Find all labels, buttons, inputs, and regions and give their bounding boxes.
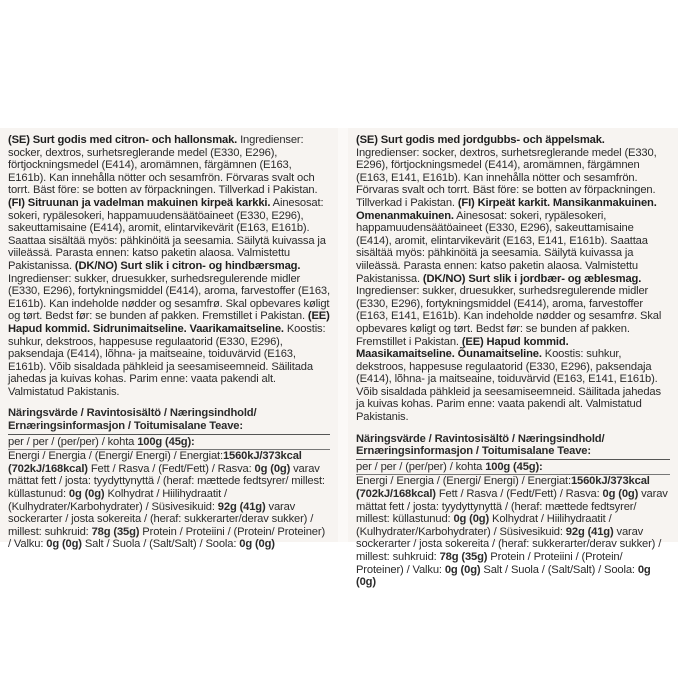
left-nutrient-value-0: 1560kJ/373kcal (702kJ/168kcal) — [8, 450, 302, 475]
right-nutrient-value-4: 78g (35g) — [439, 551, 488, 563]
left-nutrient-value-4: 78g (35g) — [91, 525, 140, 538]
left-label-panel — [0, 128, 338, 551]
left-per-label: per / per / (per/per) / kohta — [8, 435, 138, 448]
left-per-value: 100g (45g): — [137, 435, 195, 448]
left-nutrient-label-0: Energi / Energia / (Energi/ Energi) / Energiat: — [8, 450, 223, 463]
right-nutrient-label-0: Energi / Energia / (Energi/ Energi) / Energiat: — [356, 475, 571, 488]
right-ingredient-heading-3: (EE) Hapud kommid. Maasikamaitseline. Õunamaitseline. — [356, 335, 569, 361]
left-ingredient-text-0: Ingredienser: socker, dextros, surhetsreglerande medel (E330, E296), förtjockningsmedel (E414), aromämnen, färgämnen (E163, E161b). Kan innehålla nötter och sesamfrön. Förvaras svalt och torrt. Bäst före: se botten av förpackningen. Tillverkad i Pakistan. — [8, 134, 318, 197]
left-nutrient-value-5: 0g (0g) — [46, 538, 82, 551]
right-nutrient-value-6: 0g (0g) — [356, 563, 651, 589]
left-ingredient-text-2: Ingredienser: sukker, druesukker, surhedsregulerende midler (E330, E296), fortykningsmiddel (E414), aroma, farvestoffer (E163, E161b). Kan indeholde nødder og sesamfrø. Skal opbevares køligt og tørt. Bedst før: se bunden af pakken. Fremstillet i Pakistan. — [8, 272, 330, 323]
left-nutrient-value-6: 0g (0g) — [239, 538, 275, 551]
right-nutrient-label-2: varav mättat fett / josta: tyydyttynyttä / (heraf: mættede fedtsyrer/ millest: küllastunud: — [356, 488, 668, 526]
right-nutrition-per-row — [356, 460, 670, 476]
right-nutrient-value-0: 1560kJ/373kcal (702kJ/168kcal) — [356, 475, 650, 501]
right-ingredient-heading-0: (SE) Surt godis med jordgubbs- och äppelsmak. — [356, 134, 605, 146]
right-ingredient-text-2: Ingredienser: sukker, druesukker, surhedsregulerende midler (E330, E296), fortykningsmiddel (E414), aroma, farvestoffer (E163, E141, E161b). Kan indeholde nødder og sesamfrø. Skal opbevares køligt og tørt. Bedst før: se bunden af pakken. Fremstillet i Pakistan. — [356, 285, 662, 348]
left-nutrient-value-1: 0g (0g) — [254, 462, 291, 475]
right-ingredient-heading-2: (DK/NO) Surt slik i jordbær- og æblesmag. — [422, 272, 642, 285]
right-ingredient-heading-1: (FI) Kirpeät karkit. Mansikanmakuinen. Omenanmakuinen. — [356, 196, 657, 222]
right-nutrient-value-3: 92g (41g) — [565, 525, 614, 538]
left-nutrient-value-2: 0g (0g) — [68, 488, 105, 501]
right-nutrient-label-1: Fett / Rasva / (Fedt/Fett) / Rasva: — [435, 488, 603, 501]
right-per-label: per / per / (per/per) / kohta — [356, 460, 486, 473]
left-nutrition-values — [8, 450, 330, 551]
right-nutrient-value-2: 0g (0g) — [453, 513, 490, 526]
left-nutrient-label-2: varav mättat fett / josta: tyydyttynyttä / (heraf: mættede fedtsyrer/ millest: küllastunud: — [8, 462, 325, 501]
right-nutrition-table — [356, 433, 670, 589]
right-ingredient-text-0: Ingredienser: socker, dextros, surhetsreglerande medel (E330, E296), förtjockningsmedel (E414), aromämnen, färgämnen (E163, E141, E161b). Kan innehålla nötter och sesamfrön. Förvaras svalt och torrt. Bäst före: se botten av förpackningen. Tillverkad i Pakistan. — [356, 146, 657, 209]
right-nutrient-label-5: Protein / Proteiini / (Protein/ Proteiner) / Valku: — [356, 551, 623, 576]
right-nutrient-label-3: Kolhydrat / Hiilihydraatit / (Kulhydrater/Karbohydrater) / Süsivesikuid: — [356, 513, 612, 538]
left-nutrition-per-row — [8, 435, 330, 451]
right-label-panel — [348, 128, 678, 589]
left-ingredient-heading-2: (DK/NO) Surt slik i citron- og hindbærsmag. — [74, 259, 301, 272]
right-ingredients-text — [356, 134, 670, 424]
left-nutrition-header: Näringsvärde / Ravintosisältö / Næringsindhold/ Ernæringsinformasjon / Toitumisalane Teave: — [8, 407, 330, 434]
right-nutrient-value-1: 0g (0g) — [602, 488, 639, 501]
right-ingredient-text-3: Koostis: suhkur, dekstroos, happesuse regulaatorid (E330, E296), paksendaja (E414), lõhna- ja maitseaine, toiduvärvid (E163, E141, E161b). Võib sisaldada pähkleid ja seesamiseemneid. Säilitada jahedas ja kuivas kohas. Parim enne: vaata pakendi alt. Valmistatud Pakistanis. — [356, 348, 661, 424]
left-nutrient-label-5: Protein / Proteiini / (Protein/ Proteiner) / Valku: — [8, 525, 326, 551]
left-ingredient-text-1: Ainesosat: sokeri, rypälesokeri, happamuudensäätöaineet (E330, E296), sakeuttamisaine (E414), aromit, elintarvikevärit (E163, E161b). Saattaa sisältää myös: pähkinöitä ja seesamia. Säilytä kuivassa ja viileässä. Parasta ennen: katso paketin alaosa. Valmistettu Pakistanissa. — [8, 196, 326, 272]
left-nutrient-label-1: Fett / Rasva / (Fedt/Fett) / Rasva: — [87, 462, 255, 475]
right-nutrient-label-4: varav sockerarter / josta sokereita / (heraf: sukkerarter/derav sukker) / millest: suhkruid: — [356, 525, 662, 563]
panel-divider — [338, 128, 348, 542]
right-per-value: 100g (45g): — [485, 460, 543, 473]
left-ingredient-heading-3: (EE) Hapud kommid. Sidrunimaitseline. Vaarikamaitseline. — [8, 310, 330, 335]
left-ingredient-heading-1: (FI) Sitruunan ja vadelman makuinen kirpeä karkki. — [8, 196, 271, 209]
right-nutrition-values — [356, 475, 670, 588]
left-nutrient-label-4: varav sockerarter / josta sokereita / (heraf: sukkerarter/derav sukker) / millest: suhkruid: — [8, 500, 314, 538]
left-nutrition-table — [8, 407, 330, 551]
left-nutrient-value-3: 92g (41g) — [217, 500, 266, 513]
left-ingredient-heading-0: (SE) Surt godis med citron- och hallonsmak. — [8, 134, 238, 146]
right-nutrition-header: Näringsvärde / Ravintosisältö / Næringsindhold/ Ernæringsinformasjon / Toitumisalane Teave: — [356, 433, 670, 460]
left-nutrient-label-3: Kolhydrat / Hiilihydraatit / (Kulhydrater/Karbohydrater) / Süsivesikuid: — [8, 488, 227, 513]
right-nutrient-value-5: 0g (0g) — [444, 563, 481, 576]
right-nutrient-label-6: Salt / Suola / (Salt/Salt) / Soola: — [480, 563, 638, 576]
left-ingredient-text-3: Koostis: suhkur, dekstroos, happesuse regulaatorid (E330, E296), paksendaja (E414), lõhna- ja maitseaine, toiduvärvid (E163, E161b). Võib sisaldada pähkleid ja seesamiseemneid. Säilitada jahedas ja kuivas kohas. Parim enne: vaata pakendi alt. Valmistatud Pakistanis. — [8, 322, 326, 398]
left-nutrient-label-6: Salt / Suola / (Salt/Salt) / Soola: — [81, 538, 240, 551]
right-ingredient-text-1: Ainesosat: sokeri, rypälesokeri, happamuudensäätöaineet (E330, E296), sakeuttamisaine (E414), aromit, elintarvikevärit (E163, E141, E161b). Saattaa sisältää myös: pähkinöitä ja seesamia. Säilytä kuivassa ja viileässä. Parasta ennen: katso paketin alaosa. Valmistettu Pakistanissa. — [356, 209, 648, 285]
left-ingredients-text — [8, 134, 330, 398]
